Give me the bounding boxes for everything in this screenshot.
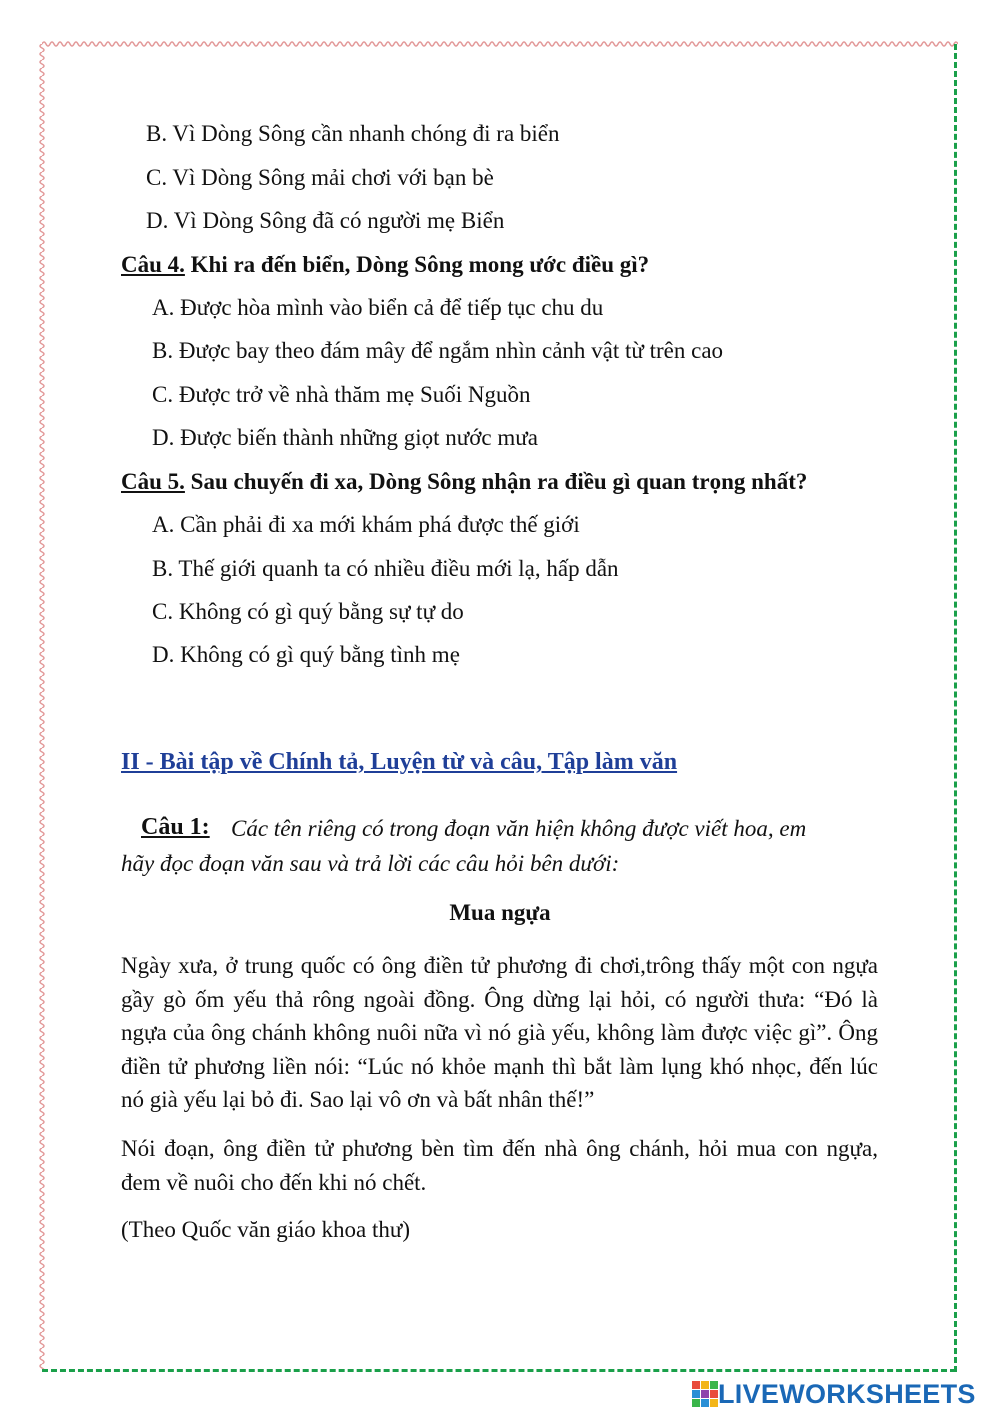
q5-number: Câu 5. bbox=[121, 469, 185, 494]
q4-option-d: D. Được biến thành những giọt nước mưa bbox=[152, 425, 538, 450]
frame-bottom-border bbox=[42, 1369, 956, 1372]
cau1-instruction-line2: hãy đọc đoạn văn sau và trả lời các câu hỏi bên dưới: bbox=[121, 851, 620, 876]
q3-option-b: B. Vì Dòng Sông cần nhanh chóng đi ra biển bbox=[146, 121, 560, 146]
q5-option-c: C. Không có gì quý bằng sự tự do bbox=[152, 599, 464, 624]
section-title: II - Bài tập về Chính tả, Luyện từ và câu, Tập làm văn bbox=[121, 749, 678, 775]
story-source: (Theo Quốc văn giáo khoa thư) bbox=[121, 1217, 411, 1242]
story-paragraph-1: Ngày xưa, ở trung quốc có ông điền tử phương đi chơi,trông thấy một con ngựa gầy gò ốm yếu thả rông ngoài đồng. Ông dừng lại hỏi, có người thưa: “Đó là ngựa của ông chánh không nuôi nữa vì nó già yếu, không làm được việc gì”. Ông điền tử phương liền nói: “Lúc nó khỏe mạnh thì bắt làm lụng khó nhọc, đến lúc nó già yếu lại bỏ đi. Sao lại vô ơn và bất nhân thế!” bbox=[121, 953, 878, 1112]
frame-top-border bbox=[42, 40, 958, 48]
q4-option-c: C. Được trở về nhà thăm mẹ Suối Nguồn bbox=[152, 382, 531, 407]
q4-option-a: A. Được hòa mình vào biển cả để tiếp tục chu du bbox=[152, 295, 604, 320]
frame-right-border bbox=[954, 44, 957, 1372]
cau1-label: Câu 1: bbox=[141, 814, 210, 840]
logo-text: LIVEWORKSHEETS bbox=[718, 1378, 976, 1409]
q5-option-b: B. Thế giới quanh ta có nhiều điều mới lạ, hấp dẫn bbox=[152, 556, 619, 581]
frame-left-border bbox=[38, 44, 46, 1370]
story-paragraph-2: Nói đoạn, ông điền tử phương bèn tìm đến nhà ông chánh, hỏi mua con ngựa, đem về nuôi cho đến khi nó chết. bbox=[121, 1136, 878, 1195]
q5-option-d: D. Không có gì quý bằng tình mẹ bbox=[152, 642, 460, 667]
cau1-instruction-line1: Các tên riêng có trong đoạn văn hiện không được viết hoa, em bbox=[231, 816, 807, 841]
q3-option-d: D. Vì Dòng Sông đã có người mẹ Biển bbox=[146, 208, 505, 233]
q3-option-c: C. Vì Dòng Sông mải chơi với bạn bè bbox=[146, 165, 494, 190]
q5-text: Sau chuyến đi xa, Dòng Sông nhận ra điều gì quan trọng nhất? bbox=[184, 469, 808, 494]
q4-text: Khi ra đến biển, Dòng Sông mong ước điều gì? bbox=[184, 252, 650, 277]
liveworksheets-logo bbox=[692, 1378, 976, 1410]
q5-heading bbox=[121, 469, 807, 495]
q5-option-a: A. Cần phải đi xa mới khám phá được thế giới bbox=[152, 512, 580, 537]
q4-option-b: B. Được bay theo đám mây để ngắm nhìn cảnh vật từ trên cao bbox=[152, 338, 724, 363]
q4-heading bbox=[121, 252, 649, 278]
story-title: Mua ngựa bbox=[449, 900, 551, 925]
q4-number: Câu 4. bbox=[121, 252, 185, 277]
logo-blocks-icon bbox=[692, 1381, 718, 1407]
